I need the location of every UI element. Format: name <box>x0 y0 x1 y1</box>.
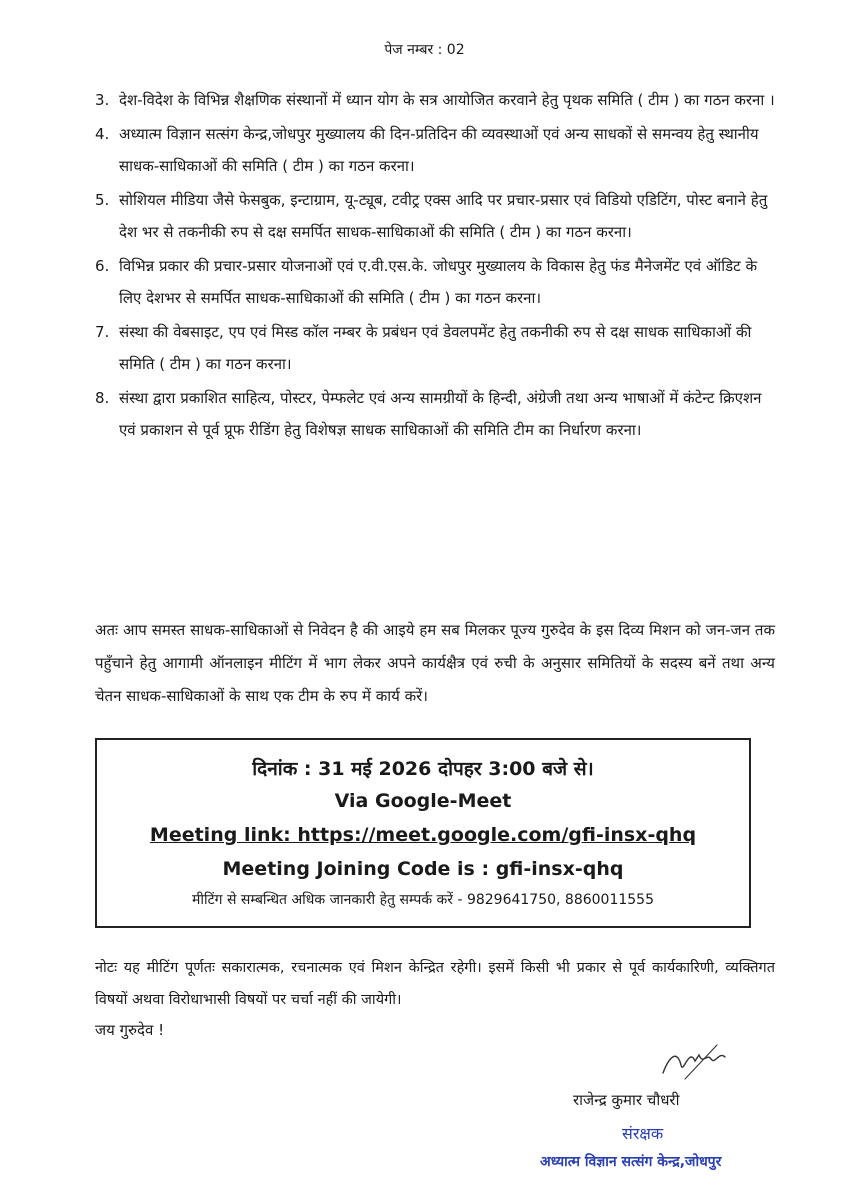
meeting-code: Meeting Joining Code is : gfi-insx-qhq <box>222 858 624 880</box>
list-item-number: 3. <box>95 91 110 109</box>
list-item <box>95 382 775 446</box>
note-paragraph: नोटः यह मीटिंग पूर्णतः सकारात्मक, रचनात्मक एवं मिशन केन्द्रित रहेगी। इसमें किसी भी प्रकार से पूर्व कार्यकारिणी, व्यक्तिगत विषयों अथवा विरोधाभासी विषयों पर चर्चा नहीं की जायेगी। <box>95 960 775 1008</box>
committee-list <box>95 84 775 448</box>
organization-name: अध्यात्म विज्ञान सत्संग केन्द्र,जोधपुर <box>540 1154 722 1170</box>
list-item <box>95 250 775 314</box>
closing-salutation: जय गुरुदेव ! <box>95 1021 165 1039</box>
list-item-text: देश-विदेश के विभिन्न शैक्षणिक संस्थानों में ध्यान योग के सत्र आयोजित करवाने हेतु पृथक समिति ( टीम ) का गठन करना । <box>119 91 775 109</box>
meeting-link[interactable]: Meeting link: https://meet.google.com/gfi-insx-qhq <box>149 824 697 846</box>
meeting-contact: मीटिंग से सम्बन्धित अधिक जानकारी हेतु सम्पर्क करें - 9829641750, 8860011555 <box>192 892 654 908</box>
list-item <box>95 118 775 182</box>
meeting-date: दिनांक : 31 मई 2026 दोपहर 3:00 बजे से। <box>252 758 594 780</box>
appeal-paragraph: अतः आप समस्त साधक-साधिकाओं से निवेदन है की आइये हम सब मिलकर पूज्य गुरुदेव के इस दिव्य मिशन को जन-जन तक पहुँचाने हेतु आगामी ऑनलाइन मीटिंग में भाग लेकर अपने कार्यक्षैत्र एवं रुची के अनुसार समितियों के सदस्य बनें तथा अन्य चेतन साधक-साधिकाओं के साथ एक टीम के रुप में कार्य करें। <box>95 621 775 705</box>
list-item <box>95 316 775 380</box>
list-item-number: 8. <box>95 389 110 407</box>
list-item-number: 7. <box>95 323 110 341</box>
list-item <box>95 84 775 116</box>
list-item <box>95 184 775 248</box>
page-number: पेज नम्बर : 02 <box>384 42 465 58</box>
list-item-text: सोशियल मीडिया जैसे फेसबुक, इन्टाग्राम, यू-ट्यूब, टवीट्र एक्स आदि पर प्रचार-प्रसार एवं विडियो एडिटिंग, पोस्ट बनाने हेतु देश भर से तकनीकी रुप से दक्ष समर्पित साधक-साधिकाओं की समिति ( टीम ) का गठन करना। <box>119 191 768 241</box>
signer-role: संरक्षक <box>622 1124 664 1143</box>
list-item-text: अध्यात्म विज्ञान सत्संग केन्द्र,जोधपुर मुख्यालय की दिन-प्रतिदिन की व्यवस्थाओं एवं अन्य साधकों से समन्वय हेतु स्थानीय साधक-साधिकाओं की समिति ( टीम ) का गठन करना। <box>119 125 759 175</box>
signer-name: राजेन्द्र कुमार चौधरी <box>573 1091 680 1109</box>
list-item-number: 6. <box>95 257 110 275</box>
list-item-text: संस्था द्वारा प्रकाशित साहित्य, पोस्टर, पेम्फलेट एवं अन्य सामग्रीयों के हिन्दी, अंग्रेजी तथा अन्य भाषाओं में कंटेन्ट क्रिएशन एवं प्रकाशन से पूर्व प्रूफ रीडिंग हेतु विशेषज्ञ साधक साधिकाओं की समिति टीम का निर्धारण करना। <box>119 389 762 439</box>
signature-image <box>655 1035 735 1085</box>
list-item-text: संस्था की वेबसाइट, एप एवं मिस्ड कॉल नम्बर के प्रबंधन एवं डेवलपमेंट हेतु तकनीकी रुप से दक्ष साधक साधिकाओं की समिति ( टीम ) का गठन करना। <box>119 323 752 373</box>
meeting-info-box <box>95 738 751 928</box>
list-item-number: 5. <box>95 191 110 209</box>
meeting-platform: Via Google-Meet <box>334 790 512 812</box>
list-item-number: 4. <box>95 125 110 143</box>
list-item-text: विभिन्न प्रकार की प्रचार-प्रसार योजनाओं एवं ए.वी.एस.के. जोधपुर मुख्यालय के विकास हेतु फंड मैनेजमेंट एवं ऑडिट के लिए देशभर से समर्पित साधक-साधिकाओं की समिति ( टीम ) का गठन करना। <box>119 257 758 307</box>
